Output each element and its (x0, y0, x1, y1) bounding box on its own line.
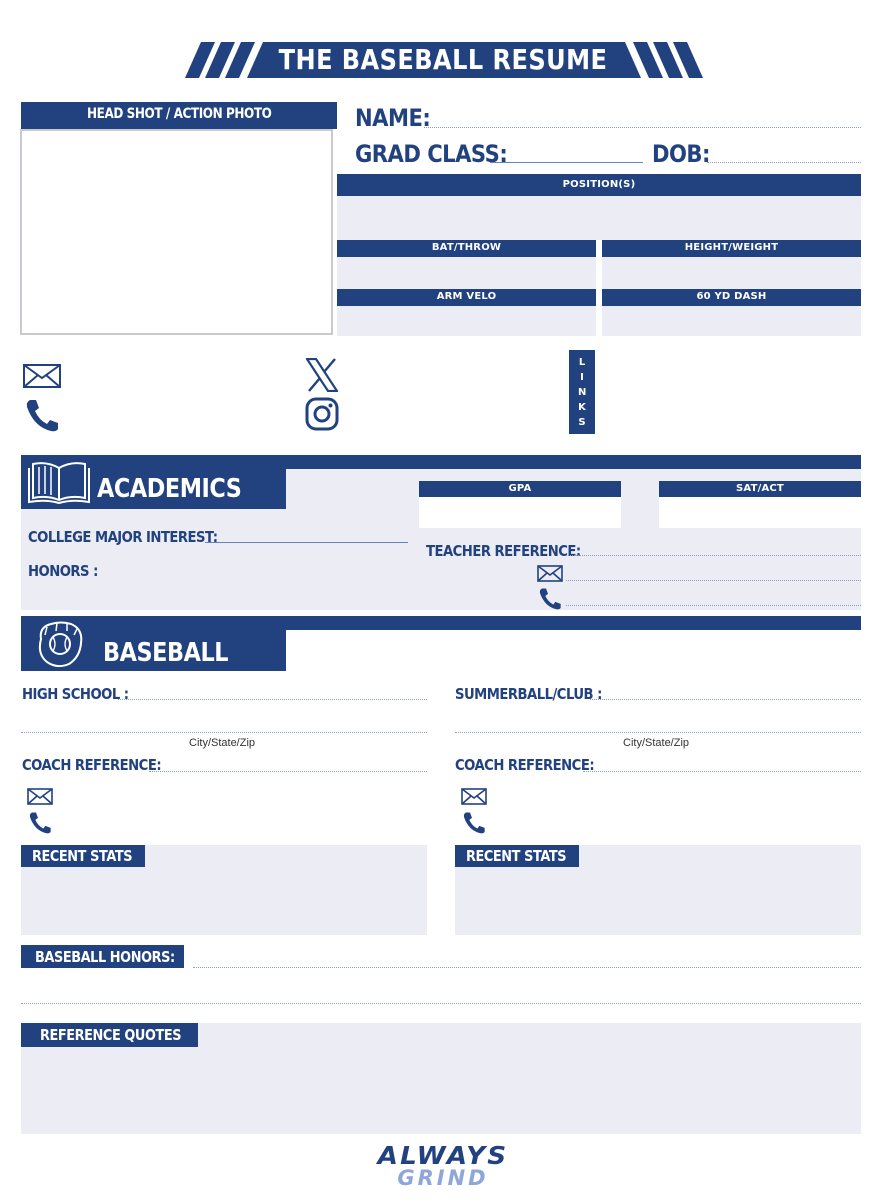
logo-bottom-text: GRIND (397, 1166, 489, 1190)
baseball-honors-field-1[interactable] (193, 967, 861, 968)
gpa-label: GPA (508, 483, 532, 494)
links-label: LINKS (578, 357, 587, 428)
academics-top-bar (21, 455, 861, 469)
summer-club-label: SUMMERBALL/CLUB : (455, 685, 602, 703)
high-school-city-label: City/State/Zip (189, 737, 256, 749)
coach-left-phone-icon (28, 811, 52, 834)
arm-velo-label: ARM VELO (436, 291, 497, 302)
high-school-city-field[interactable] (21, 732, 427, 733)
always-grind-logo (0, 1143, 886, 1188)
recent-stats-right-label: RECENT STATS (466, 847, 567, 865)
grad-class-label: GRAD CLASS: (355, 140, 508, 168)
phone-icon (24, 398, 60, 432)
book-icon (27, 458, 91, 504)
high-school-label: HIGH SCHOOL : (22, 685, 129, 703)
baseball-honors-field-2[interactable] (21, 1003, 861, 1004)
arm-velo-field[interactable] (337, 306, 596, 336)
dash-label: 60 YD DASH (696, 291, 767, 302)
page-title: THE BASEBALL RESUME (278, 43, 608, 76)
honors-label: HONORS : (28, 562, 98, 580)
positions-label: POSITION(S) (562, 179, 636, 190)
teacher-phone-field[interactable] (566, 605, 861, 606)
summer-club-city-field[interactable] (455, 732, 861, 733)
instagram-icon (305, 397, 339, 431)
email-icon (23, 364, 61, 388)
height-weight-label: HEIGHT/WEIGHT (684, 242, 779, 253)
teacher-email-icon (537, 565, 563, 582)
photo-label: HEAD SHOT / ACTION PHOTO (86, 106, 272, 122)
logo-top-text: ALWAYS (377, 1141, 509, 1170)
bat-throw-label: BAT/THROW (431, 242, 502, 253)
teacher-phone-icon (538, 587, 562, 610)
grad-class-field[interactable] (490, 162, 643, 163)
bat-throw-field[interactable] (337, 257, 596, 289)
recent-stats-left-label: RECENT STATS (32, 847, 133, 865)
summer-club-field[interactable] (590, 699, 861, 700)
baseball-top-bar (21, 616, 861, 630)
academics-title: ACADEMICS (97, 474, 242, 504)
coach-reference-left-label: COACH REFERENCE: (22, 756, 162, 774)
reference-quotes-label: REFERENCE QUOTES (40, 1026, 182, 1044)
sat-label: SAT/ACT (736, 483, 784, 494)
coach-right-phone-icon (462, 811, 486, 834)
baseball-glove-icon (33, 619, 87, 669)
coach-right-email-icon (461, 788, 487, 805)
high-school-field[interactable] (118, 699, 427, 700)
sat-field[interactable] (659, 497, 861, 528)
dash-field[interactable] (602, 306, 861, 336)
name-field[interactable] (424, 127, 861, 128)
name-label: NAME: (355, 104, 431, 132)
positions-field[interactable] (337, 196, 861, 240)
height-weight-field[interactable] (602, 257, 861, 289)
dob-label: DOB: (652, 140, 710, 168)
coach-reference-right-label: COACH REFERENCE: (455, 756, 595, 774)
teacher-reference-label: TEACHER REFERENCE: (426, 542, 581, 560)
coach-reference-left-field[interactable] (149, 771, 427, 772)
gpa-field[interactable] (419, 497, 621, 528)
x-twitter-icon (306, 358, 338, 392)
photo-box[interactable] (20, 129, 333, 335)
coach-reference-right-field[interactable] (583, 771, 861, 772)
teacher-reference-field[interactable] (566, 555, 861, 556)
major-field[interactable] (205, 542, 408, 543)
major-label: COLLEGE MAJOR INTEREST: (28, 528, 218, 546)
baseball-title: BASEBALL (103, 638, 229, 668)
summer-club-city-label: City/State/Zip (623, 737, 690, 749)
baseball-honors-label: BASEBALL HONORS: (35, 948, 175, 966)
dob-field[interactable] (707, 162, 861, 163)
teacher-email-field[interactable] (566, 580, 861, 581)
coach-left-email-icon (27, 788, 53, 805)
